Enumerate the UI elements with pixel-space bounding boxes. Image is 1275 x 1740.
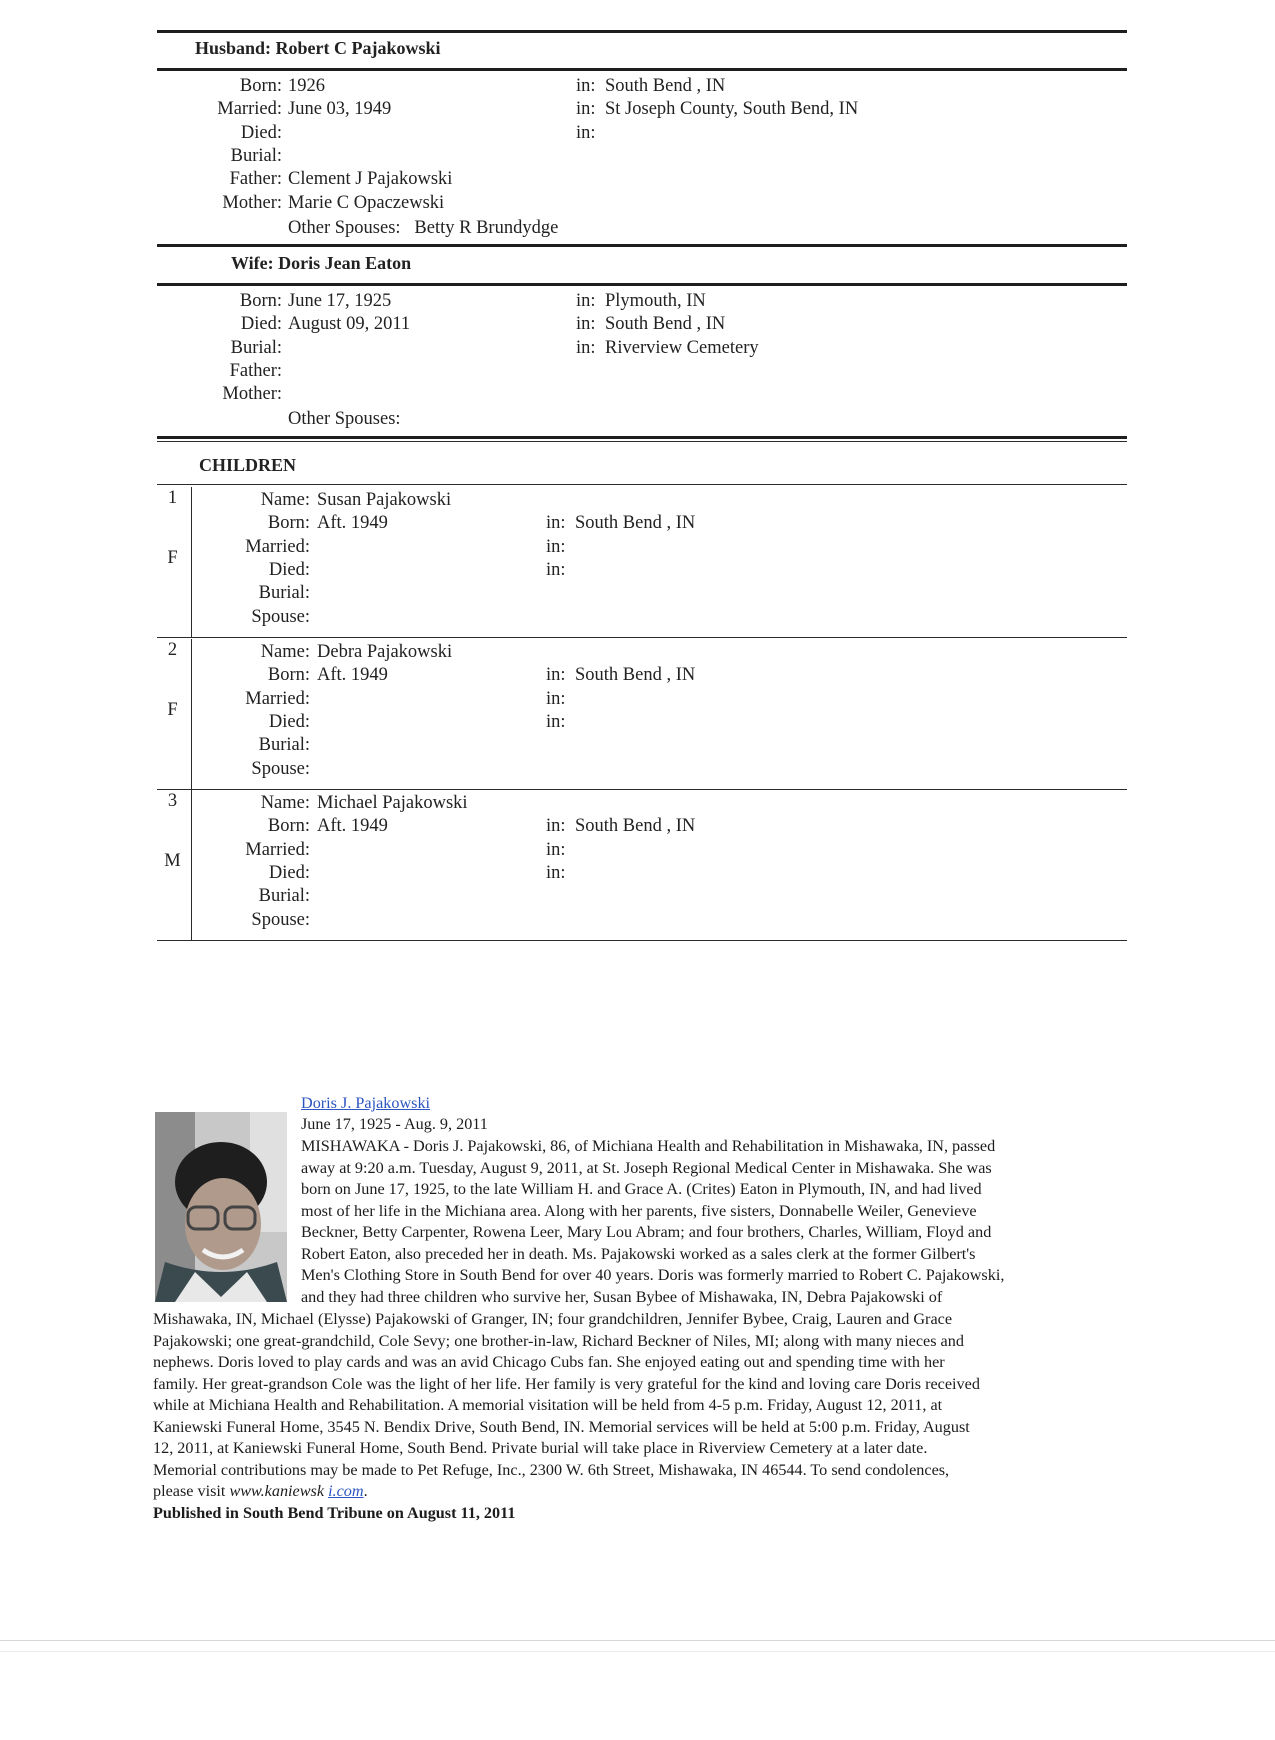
children-top-rule (157, 436, 1127, 439)
field-value: August 09, 2011 (288, 314, 411, 335)
field-label: Died: (240, 122, 282, 143)
field-value: June 17, 1925 (288, 291, 392, 311)
wife-top-rule (157, 244, 1127, 247)
field-value: Aft. 1949 (317, 665, 388, 686)
field-label: Born: (239, 76, 282, 96)
obituary-line: Memorial contributions may be made to Pet Refuge, Inc., 2300 W. 6th Street, Mishawaka, IN 46544. To send condolences, (153, 1460, 950, 1479)
obituary-line: Beckner, Betty Carpenter, Rowena Leer, Mary Lou Abram; and four brothers, Charles, William, Floyd and (301, 1223, 992, 1242)
place-value: South Bend , IN (575, 665, 696, 686)
visit-url-link[interactable]: i.com (328, 1482, 364, 1500)
field-label: Burial: (258, 583, 310, 604)
in-label: in: (546, 513, 566, 534)
field-label: Born: (267, 665, 310, 686)
husband-header-label: Husband: (195, 38, 272, 58)
in-label: in: (546, 665, 566, 686)
in-label: in: (576, 122, 596, 143)
obituary-line: away at 9:20 a.m. Tuesday, August 9, 2011, at St. Joseph Regional Medical Center in Mishawaka. She was (301, 1158, 992, 1177)
child-bottom-rule (157, 789, 1127, 790)
obituary-line: nephews. Doris loved to play cards and was an avid Chicago Cubs fan. She enjoyed eating out and spending time with her (153, 1353, 945, 1372)
obituary-line: family. Her great-grandson Cole was the light of her life. Her family is very grateful for the kind and loving care Doris received (153, 1374, 980, 1393)
obituary-line: most of her life in the Michiana area. Along with her parents, five sisters, Donnabelle Weiler, Genevieve (301, 1201, 977, 1220)
field-label: Burial: (230, 337, 282, 358)
child-divider (191, 639, 192, 789)
field-value: 1926 (288, 76, 325, 96)
children-top-rule-2 (157, 441, 1127, 442)
other-spouses-value: Betty R Brundydge (414, 218, 559, 238)
field-label: Born: (239, 291, 282, 311)
field-label: Born: (267, 816, 310, 837)
child-bottom-rule (157, 940, 1127, 941)
visit-suffix: . (363, 1482, 368, 1500)
in-label: in: (546, 559, 566, 580)
field-label: Name: (260, 642, 310, 662)
obituary-line: Mishawaka, IN, Michael (Elysse) Pajakowski of Granger, IN; four grandchildren, Jennifer Bybee, Craig, Lauren and Grace (153, 1310, 953, 1328)
child-sex: F (167, 548, 178, 568)
in-label: in: (546, 536, 566, 557)
child-sex: M (164, 851, 181, 871)
wife-header (231, 253, 411, 274)
in-label: in: (546, 688, 566, 709)
field-value: Debra Pajakowski (317, 642, 453, 662)
field-label: Name: (260, 793, 310, 813)
in-label: in: (546, 711, 566, 732)
field-label: Married: (245, 536, 310, 557)
field-label: Spouse: (251, 909, 310, 930)
obituary-photo (155, 1112, 287, 1302)
in-label: in: (546, 839, 566, 860)
obituary-dates: June 17, 1925 - Aug. 9, 2011 (301, 1115, 488, 1133)
obituary-line: 12, 2011, at Kaniewski Funeral Home, South Bend. Private burial will take place in Riverview Cemetery at a later date. (153, 1439, 928, 1458)
field-label: Spouse: (251, 606, 310, 627)
husband-rule (157, 68, 1127, 71)
scan-artifact-line (0, 1640, 1275, 1641)
field-label: Father: (229, 360, 282, 381)
child-sex: F (167, 700, 178, 720)
husband-header (195, 38, 441, 59)
place-value: St Joseph County, South Bend, IN (605, 99, 859, 120)
field-label: Father: (229, 169, 282, 190)
obituary-line: Robert Eaton, also preceded her in death. Ms. Pajakowski worked as a sales clerk at the former Gilbert's (301, 1244, 976, 1263)
obituary-line: while at Michiana Health and Rehabilitation. A memorial visitation will be held from 4-5 p.m. Friday, August 12, 2011, at (153, 1396, 943, 1415)
in-label: in: (576, 314, 596, 335)
wife-rule (157, 283, 1127, 286)
field-label: Burial: (258, 735, 310, 756)
child-bottom-rule (157, 637, 1127, 638)
field-label: Died: (268, 711, 310, 732)
field-label: Mother: (222, 384, 282, 405)
visit-url-part-a: www.kaniewsk (229, 1482, 325, 1500)
wife-other-spouses (288, 408, 410, 432)
field-value: Aft. 1949 (317, 513, 388, 534)
obituary-published: Published in South Bend Tribune on August 11, 2011 (153, 1504, 516, 1522)
obituary-line: and they had three children who survive her, Susan Bybee of Mishawaka, IN, Debra Pajakowski of (301, 1287, 943, 1306)
visit-prefix: please visit (153, 1482, 230, 1500)
field-label: Name: (260, 490, 310, 510)
field-label: Married: (217, 99, 282, 120)
child-divider (191, 790, 192, 940)
husband-name: Robert C Pajakowski (275, 38, 441, 58)
field-label: Mother: (222, 192, 282, 213)
field-label: Burial: (258, 886, 310, 907)
in-label: in: (576, 337, 596, 358)
field-label: Died: (268, 559, 310, 580)
field-value: Clement J Pajakowski (288, 169, 453, 190)
child-number: 2 (167, 640, 178, 660)
in-label: in: (546, 862, 566, 883)
field-value: Aft. 1949 (317, 816, 388, 837)
wife-name: Doris Jean Eaton (278, 253, 412, 273)
obituary-title-link[interactable]: Doris J. Pajakowski (301, 1094, 431, 1112)
field-label: Died: (240, 314, 282, 335)
in-label: in: (576, 76, 596, 96)
portrait-image (155, 1112, 287, 1302)
field-label: Married: (245, 839, 310, 860)
place-value: South Bend , IN (605, 76, 726, 96)
husband-other-spouses (288, 217, 558, 241)
children-header: CHILDREN (199, 455, 297, 475)
field-label: Spouse: (251, 758, 310, 779)
place-value: South Bend , IN (605, 314, 726, 335)
field-value: Marie C Opaczewski (288, 192, 445, 213)
place-value: Plymouth, IN (605, 291, 706, 311)
obituary-line: Pajakowski; one great-grandchild, Cole Sevy; one brother-in-law, Richard Beckner of Niles, MI; along with many nieces and (153, 1331, 964, 1350)
scan-artifact-line (0, 1651, 1275, 1652)
child-number: 3 (167, 791, 178, 811)
field-label: Died: (268, 862, 310, 883)
in-label: in: (576, 291, 596, 311)
field-value: Susan Pajakowski (317, 490, 452, 510)
obituary-title[interactable] (301, 1093, 430, 1115)
child-divider (191, 487, 192, 637)
in-label: in: (576, 99, 596, 120)
obituary-line: Kaniewski Funeral Home, 3545 N. Bendix Drive, South Bend, IN. Memorial services will be held at 5:00 p.m. Friday, August (153, 1417, 970, 1436)
wife-header-label: Wife: (231, 253, 274, 273)
field-label: Born: (267, 513, 310, 534)
child-number: 1 (167, 488, 178, 508)
obituary-line: born on June 17, 1925, to the late William H. and Grace A. (Crites) Eaton in Plymouth, IN, and had lived (301, 1180, 982, 1199)
obituary-line: MISHAWAKA - Doris J. Pajakowski, 86, of Michiana Health and Rehabilitation in Mishawaka, IN, passed (301, 1137, 996, 1155)
field-value: June 03, 1949 (288, 99, 392, 120)
field-value: Michael Pajakowski (317, 793, 468, 813)
field-label: Married: (245, 688, 310, 709)
other-spouses-label: Other Spouses: (288, 409, 401, 429)
obituary-line: Men's Clothing Store in South Bend for over 40 years. Doris was formerly married to Robert C. Pajakowski, (301, 1266, 1005, 1285)
place-value: South Bend , IN (575, 816, 696, 837)
place-value: South Bend , IN (575, 513, 696, 534)
children-header-rule (157, 484, 1127, 485)
in-label: in: (546, 816, 566, 837)
field-label: Burial: (230, 145, 282, 166)
top-rule (157, 30, 1127, 33)
place-value: Riverview Cemetery (605, 337, 759, 358)
other-spouses-label: Other Spouses: (288, 218, 401, 238)
obituary-visit-line (153, 1481, 368, 1503)
